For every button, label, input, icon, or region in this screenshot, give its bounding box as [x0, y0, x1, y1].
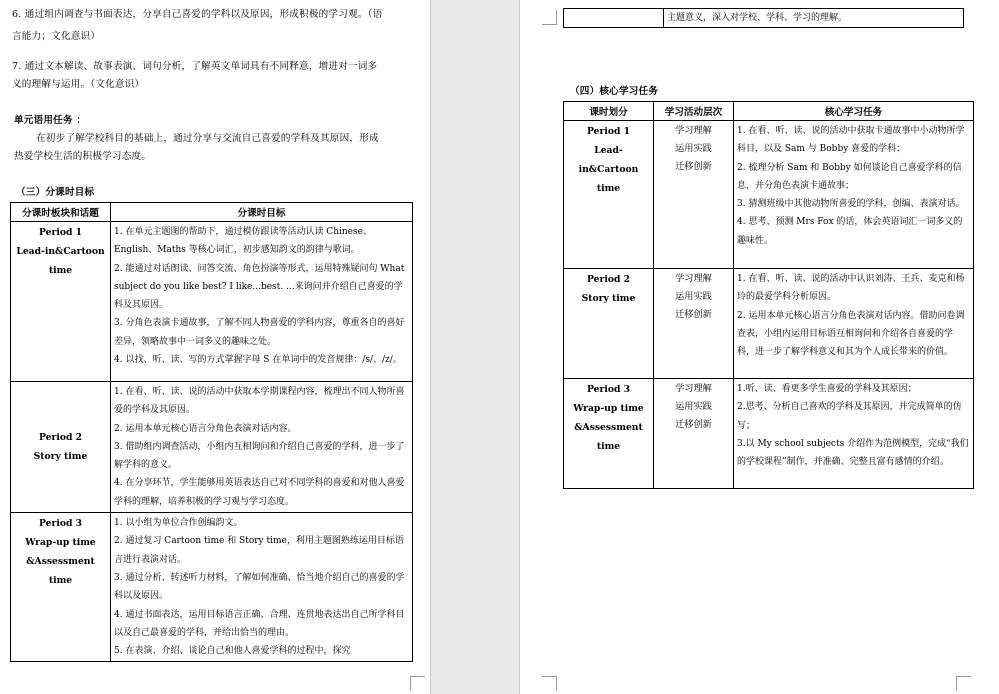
period-objectives-table	[10, 202, 413, 662]
activity-level-cell: 学习理解 运用实践 迁移创新	[654, 379, 734, 489]
continued-table-fragment	[563, 8, 964, 28]
period-cell: Period 3 Wrap-up time &Assessment time	[11, 513, 111, 662]
objectives-cell: 1. 在看、听、读、说的活动中获取本学期课程内容，梳理出不同人物所喜爱的学科及其原因。 2. 运用本单元核心语言分角色表演对话内容。 3. 借助组内调查活动，小组内互相询问和介绍自己喜爱的学科，进一步了解学科的意义。 4. 在分享环节，学生能够用英语表达自己对不同学科的喜爱和对他人喜爱学科的理解，培养积极的学习观与学习态度。	[111, 382, 413, 513]
table-header: 分课时目标	[111, 203, 413, 222]
objective-6: 6. 通过组内调查与书面表达，分享自己喜爱的学科以及原因，形成积极的学习观。（语 言能力；文化意识）	[12, 9, 383, 42]
table-row	[11, 382, 413, 513]
crop-mark	[542, 676, 557, 691]
table-header: 课时划分	[564, 102, 654, 121]
section-3-title: （三）分课时目标	[16, 187, 95, 198]
period-cell: Period 1 Lead-in&Cartoon time	[11, 222, 111, 382]
tasks-cell: 1.听、读、看更多学生喜爱的学科及其原因； 2.思考、分析自己喜欢的学科及其原因，并完成简单的仿写； 3.以 My school subjects 介绍作为范例模型，完成“我们的学校课程”制作，并准确、完整且富有感情的介绍。	[734, 379, 974, 489]
activity-level-cell: 学习理解 运用实践 迁移创新	[654, 121, 734, 269]
tasks-cell: 1. 在看、听、读、说的活动中获取卡通故事中小动物所学科目，以及 Sam 与 Bobby 喜爱的学科； 2. 梳理分析 Sam 和 Bobby 如何谈论自己喜爱学科的信息，并分角色表演卡通故事； 3. 猜测班级中其他动物所喜爱的学科，创编、表演对话。 4. 思考、预测 Mrs Fox 的话，体会英语词汇一词多义的趣味性。	[734, 121, 974, 269]
empty-cell	[564, 9, 664, 28]
page-gap	[430, 0, 520, 694]
activity-level-cell: 学习理解 运用实践 迁移创新	[654, 269, 734, 379]
table-row	[564, 269, 974, 379]
document-page-left	[0, 0, 430, 694]
crop-mark	[410, 676, 425, 691]
table-row	[564, 9, 964, 28]
objectives-cell: 1. 以小组为单位合作创编韵文。 2. 通过复习 Cartoon time 和 Story time，利用主题图熟练运用目标语言进行表演对话。 3. 通过分析、转述听力材料，了解如何准确、恰当地介绍自己的喜爱的学科以及原因。 4. 通过书面表达，运用目标语言正确、合理、连贯地表达出自己所学科目以及自己最喜爱的学科，并给出恰当的理由。 5. 在表演、介绍、谈论自己和他人喜爱学科的过程中，探究	[111, 513, 413, 662]
crop-mark	[542, 10, 557, 25]
objectives-cell: 主题意义，深入对学校、学科、学习的理解。	[664, 9, 964, 28]
table-header-row	[11, 203, 413, 222]
table-row	[11, 222, 413, 382]
section-4-title: （四）核心学习任务	[570, 86, 659, 97]
unit-task-title: 单元语用任务 ：	[14, 115, 87, 126]
table-header: 核心学习任务	[734, 102, 974, 121]
core-tasks-table	[563, 101, 974, 489]
unit-task-text: 在初步了解学校科目的基础上，通过分享与交流自己喜爱的学科及其原因，形成 热爱学校生活的积极学习态度。	[14, 133, 379, 162]
tasks-cell: 1. 在看、听、读、说的活动中认识刘涛、王兵、麦克和杨玲的最爱学科分析原因。 2. 运用本单元核心语言分角色表演对话内容。借助问卷调查表，小组内运用目标语互相询问和介绍各自喜爱的学科，进一步了解学科意义和其为个人成长带来的价值。	[734, 269, 974, 379]
crop-mark	[956, 676, 971, 691]
table-header: 分课时板块和话题	[11, 203, 111, 222]
table-row	[11, 513, 413, 662]
table-row	[564, 379, 974, 489]
objectives-cell: 1. 在单元主题图的帮助下，通过模仿跟读等活动认读 Chinese、English、Maths 等核心词汇，初步感知韵文的韵律与歌词。 2. 能通过对话朗读、问答交流、角色扮演等形式，运用特殊疑问句 What subject do you like best? I like...best. ...来询问并介绍自己喜爱的学科及其原因。 3. 分角色表演卡通故事，了解不同人物喜爱的学科内容，尊重各自的喜好差异，领略故事中一词多义的趣味之处。 4. 以找、听、读、写的方式掌握字母 S 在单词中的发音规律：/s/、/z/。	[111, 222, 413, 382]
table-header-row	[564, 102, 974, 121]
period-cell: Period 2 Story time	[564, 269, 654, 379]
document-page-right	[520, 0, 999, 694]
objective-7: 7. 通过文本解读、故事表演、词句分析，了解英文单词具有不同释意，增进对一词多 义的理解与运用。（文化意识）	[12, 61, 378, 90]
period-cell: Period 3 Wrap-up time &Assessment time	[564, 379, 654, 489]
period-cell: Period 1 Lead-in&Cartoon time	[564, 121, 654, 269]
table-row	[564, 121, 974, 269]
table-header: 学习活动层次	[654, 102, 734, 121]
period-cell: Period 2 Story time	[11, 382, 111, 513]
